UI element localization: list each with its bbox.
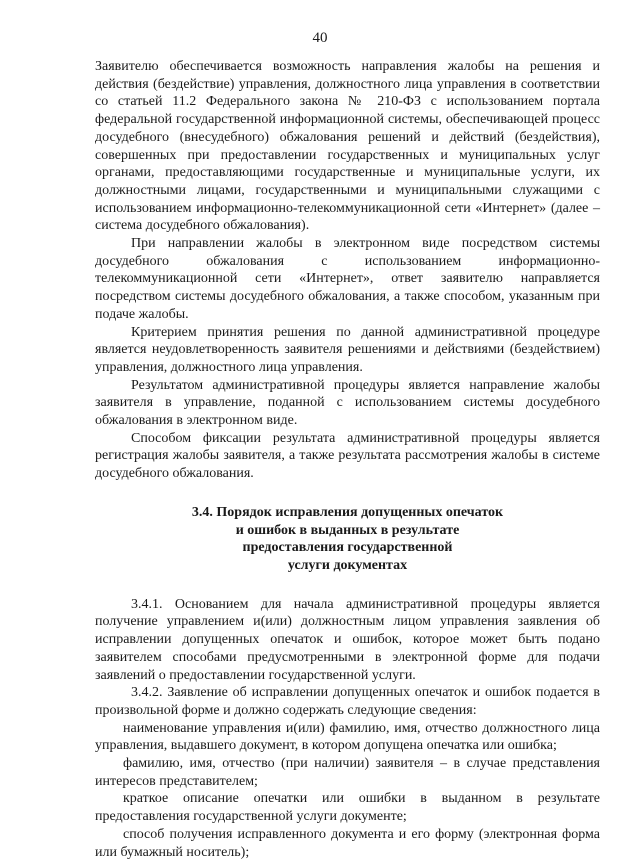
paragraph-complaint-option: Заявителю обеспечивается возможность направления жалобы на решения и действия (бездействие) управления, должностного лица управления в соответствии со статьей 11.2 Федерального закона № 210-ФЗ с использованием портала федеральной государственной информационной системы, обеспечивающей процесс досудебного (внесудебного) обжалования решений и действий (бездействия), совершенных при предоставлении государственных и муниципальных услуг органами, предоставляющими государственные и муниципальные услуги, их должностными лицами, государственными и муниципальными служащими с использованием информационно-телекоммуникационной сети «Интернет» (далее – система досудебного обжалования). — [95, 59, 600, 234]
list-item-error-description: краткое описание опечатки или ошибки в выданном в результате предоставления государственной услуги документе; — [95, 791, 600, 825]
list-item-authority-name: наименование управления и(или) фамилию, имя, отчество должностного лица управления, выдавшего документ, в котором допущена опечатка или ошибка; — [95, 720, 600, 754]
section-heading-3-4: 3.4. Порядок исправления допущенных опечаток и ошибок в выданных в результате предоставления государственной услуги документах — [191, 504, 504, 573]
paragraph-result-recording: Способом фиксации результата административной процедуры является регистрация жалобы заявителя, а также результата рассмотрения жалобы в системе досудебного обжалования. — [95, 430, 600, 482]
page-number: 40 — [312, 30, 328, 46]
paragraph-3-4-2: 3.4.2. Заявление об исправлении допущенных опечаток и ошибок подается в произвольной форме и должно содержать следующие сведения: — [95, 685, 600, 718]
paragraph-decision-criterion: Критерием принятия решения по данной административной процедуре является неудовлетворенность заявителя решениями и действиями (бездействием) управления, должностного лица управления. — [95, 324, 600, 375]
list-item-applicant-name: фамилию, имя, отчество (при наличии) заявителя – в случае представления интересов представителем; — [95, 756, 600, 789]
document-body — [95, 58, 600, 861]
paragraph-procedure-result: Результатом административной процедуры является направление жалобы заявителя в управление, поданной с использованием системы досудебного обжалования в электронном виде. — [95, 377, 600, 429]
list-item-delivery-method: способ получения исправленного документа и его форму (электронная форма или бумажный носитель); — [95, 826, 600, 860]
paragraph-3-4-1: 3.4.1. Основанием для начала административной процедуры является получение управлением и(или) должностным лицом управления заявления об исправлении допущенных опечаток и ошибок, которое может быть подано заявителем способами предусмотренными в электронной форме для подачи заявлений о предоставлении государственной услуги. — [95, 596, 600, 683]
paragraph-electronic-reply: При направлении жалобы в электронном виде посредством системы досудебного обжалования с использованием информационно-телекоммуникационной сети «Интернет», ответ заявителю направляется посредством системы досудебного обжалования, а также способом, указанным при подаче жалобы. — [95, 236, 600, 322]
